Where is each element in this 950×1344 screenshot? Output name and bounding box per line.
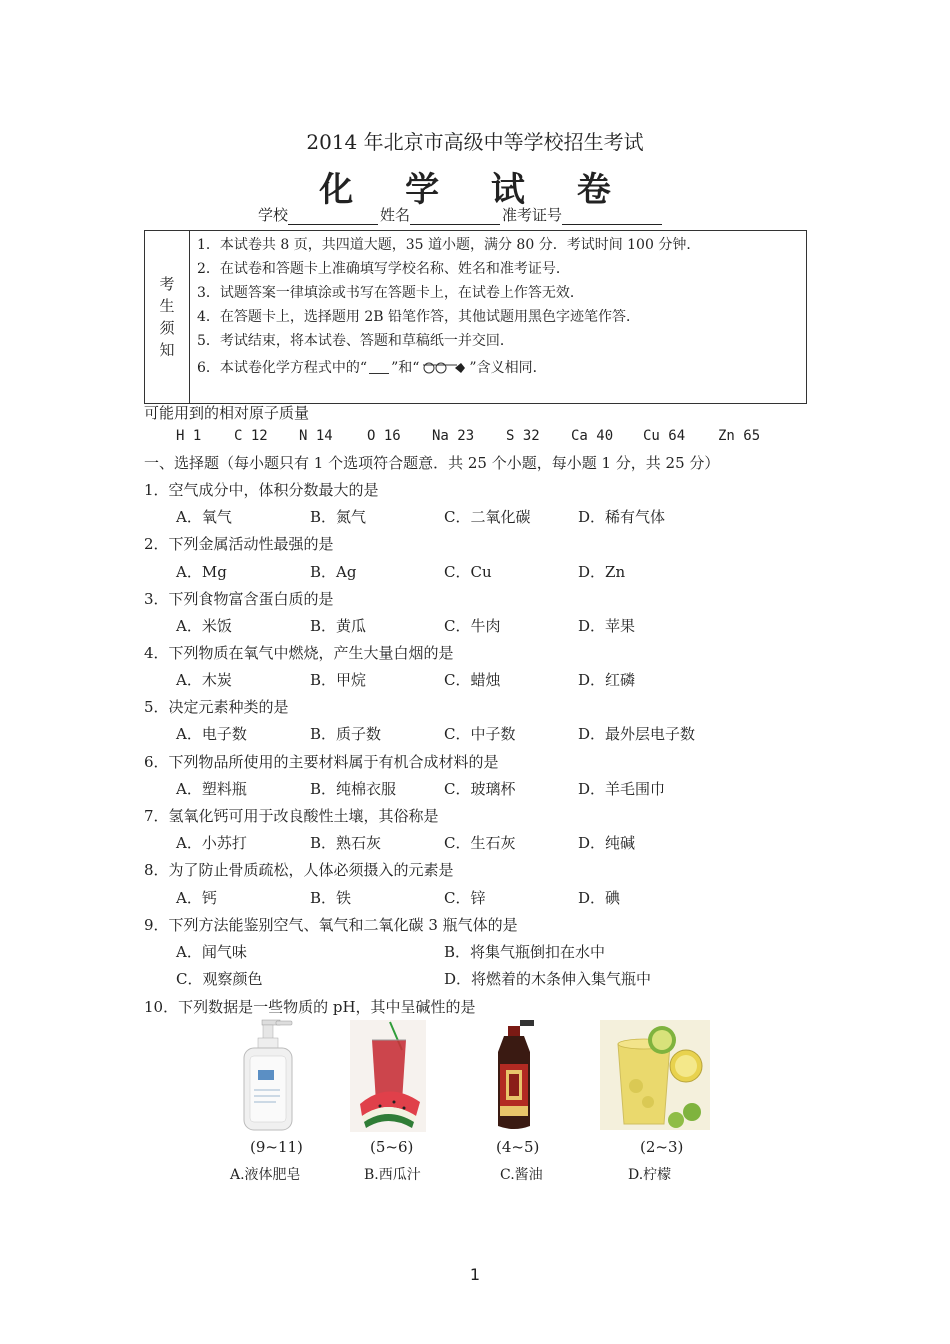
option-b[interactable]: B．铁	[310, 889, 352, 907]
option-c[interactable]: C．中子数	[444, 725, 516, 743]
question-stem: 2．下列金属活动性最强的是	[144, 535, 334, 553]
ph-value: (4~5)	[496, 1138, 540, 1156]
atomic-mass-item: Zn 65	[718, 428, 761, 444]
exam-title: 2014 年北京市高级中等学校招生考试	[306, 130, 644, 154]
option-a[interactable]: A．Mg	[176, 563, 227, 581]
option-b[interactable]: B．氮气	[310, 508, 367, 526]
question-stem: 1．空气成分中，体积分数最大的是	[144, 481, 379, 499]
option-b[interactable]: B．甲烷	[310, 671, 367, 689]
ph-value: (9~11)	[250, 1138, 303, 1156]
atomic-mass-item: Ca 40	[571, 428, 614, 444]
option-a[interactable]: A．木炭	[176, 671, 232, 689]
soy-sauce-image	[484, 1018, 544, 1132]
option-b[interactable]: B.西瓜汁	[364, 1167, 421, 1183]
ph-value: (2~3)	[640, 1138, 684, 1156]
option-d[interactable]: D.柠檬	[628, 1167, 672, 1183]
option-c[interactable]: C．二氧化碳	[444, 508, 531, 526]
exam-notice-box	[144, 230, 807, 404]
notice-item: 5．考试结束，将本试卷、答题和草稿纸一并交回．	[197, 333, 514, 349]
id-blank[interactable]	[562, 210, 662, 225]
question-stem: 4．下列物质在氧气中燃烧，产生大量白烟的是	[144, 644, 454, 662]
option-c[interactable]: C．观察颜色	[176, 970, 263, 988]
watermelon-juice-image	[350, 1020, 426, 1132]
option-b[interactable]: B．将集气瓶倒扣在水中	[444, 943, 606, 961]
option-d[interactable]: D．纯碱	[578, 834, 636, 852]
name-label: 姓名	[380, 206, 411, 224]
reaction-arrow-symbol	[421, 361, 467, 375]
atomic-mass-item: C 12	[234, 428, 268, 444]
atomic-mass-item: Na 23	[432, 428, 475, 444]
question-stem: 3．下列食物富含蛋白质的是	[144, 590, 334, 608]
paper-title: 化 学 试 卷	[319, 170, 631, 210]
question-stem: 5．决定元素种类的是	[144, 698, 289, 716]
option-c[interactable]: C.酱油	[500, 1167, 543, 1183]
option-d[interactable]: D．最外层电子数	[578, 725, 696, 743]
school-label: 学校	[258, 206, 289, 224]
atomic-mass-item: Cu 64	[643, 428, 686, 444]
option-d[interactable]: D．苹果	[578, 617, 636, 635]
option-c[interactable]: C．Cu	[444, 563, 492, 581]
option-b[interactable]: B．质子数	[310, 725, 382, 743]
notice-item: 2．在试卷和答题卡上准确填写学校名称、姓名和准考证号．	[197, 261, 570, 277]
notice-item: 1．本试卷共 8 页，共四道大题，35 道小题，满分 80 分．考试时间 100 分钟．	[197, 237, 701, 253]
question-stem: 8．为了防止骨质疏松，人体必须摄入的元素是	[144, 861, 454, 879]
soap-bottle-image	[236, 1018, 296, 1133]
notice-item-6: 6．本试卷化学方程式中的“ ”和“ ”含义相同．	[197, 360, 547, 376]
option-a[interactable]: A．电子数	[176, 725, 247, 743]
equals-line-symbol	[369, 363, 389, 374]
option-d[interactable]: D．稀有气体	[578, 508, 666, 526]
option-b[interactable]: B．Ag	[310, 563, 357, 581]
notice-label: 考 生 须 知	[145, 231, 190, 403]
lemon-drink-image	[600, 1020, 710, 1130]
question-stem: 6．下列物品所使用的主要材料属于有机合成材料的是	[144, 753, 499, 771]
question-stem: 9．下列方法能鉴别空气、氧气和二氧化碳 3 瓶气体的是	[144, 916, 518, 934]
option-c[interactable]: C．蜡烛	[444, 671, 501, 689]
option-a[interactable]: A.液体肥皂	[230, 1167, 301, 1183]
option-a[interactable]: A．小苏打	[176, 834, 247, 852]
atomic-mass-item: O 16	[367, 428, 401, 444]
atomic-mass-item: N 14	[299, 428, 333, 444]
atomic-mass-item: H 1	[176, 428, 202, 444]
school-blank[interactable]	[288, 210, 378, 225]
option-a[interactable]: A．闻气味	[176, 943, 247, 961]
option-a[interactable]: A．氧气	[176, 508, 232, 526]
option-b[interactable]: B．黄瓜	[310, 617, 367, 635]
option-c[interactable]: C．玻璃杯	[444, 780, 516, 798]
atomic-mass-heading: 可能用到的相对原子质量	[144, 404, 310, 422]
page-number: 1	[469, 1265, 481, 1284]
option-d[interactable]: D．红磷	[578, 671, 636, 689]
question-stem: 10．下列数据是一些物质的 pH，其中呈碱性的是	[144, 998, 476, 1016]
option-c[interactable]: C．锌	[444, 889, 486, 907]
name-blank[interactable]	[410, 210, 500, 225]
option-b[interactable]: B．纯棉衣服	[310, 780, 397, 798]
option-b[interactable]: B．熟石灰	[310, 834, 382, 852]
id-label: 准考证号	[502, 206, 563, 224]
student-info-line	[258, 204, 664, 225]
ph-value: (5~6)	[370, 1138, 414, 1156]
notice-item: 4．在答题卡上，选择题用 2B 铅笔作答，其他试题用黑色字迹笔作答．	[197, 309, 641, 325]
atomic-mass-item: S 32	[506, 428, 540, 444]
notice-item: 3．试题答案一律填涂或书写在答题卡上，在试卷上作答无效．	[197, 285, 584, 301]
option-d[interactable]: D．Zn	[578, 563, 626, 581]
question-stem: 7．氢氧化钙可用于改良酸性土壤，其俗称是	[144, 807, 439, 825]
option-d[interactable]: D．碘	[578, 889, 621, 907]
section-one-heading: 一、选择题（每小题只有 1 个选项符合题意．共 25 个小题，每小题 1 分，共 25 分）	[144, 454, 720, 472]
option-a[interactable]: A．钙	[176, 889, 217, 907]
option-a[interactable]: A．塑料瓶	[176, 780, 247, 798]
notice-items	[197, 233, 700, 383]
option-d[interactable]: D．将燃着的木条伸入集气瓶中	[444, 970, 652, 988]
option-a[interactable]: A．米饭	[176, 617, 232, 635]
option-c[interactable]: C．牛肉	[444, 617, 501, 635]
option-c[interactable]: C．生石灰	[444, 834, 516, 852]
option-d[interactable]: D．羊毛围巾	[578, 780, 666, 798]
